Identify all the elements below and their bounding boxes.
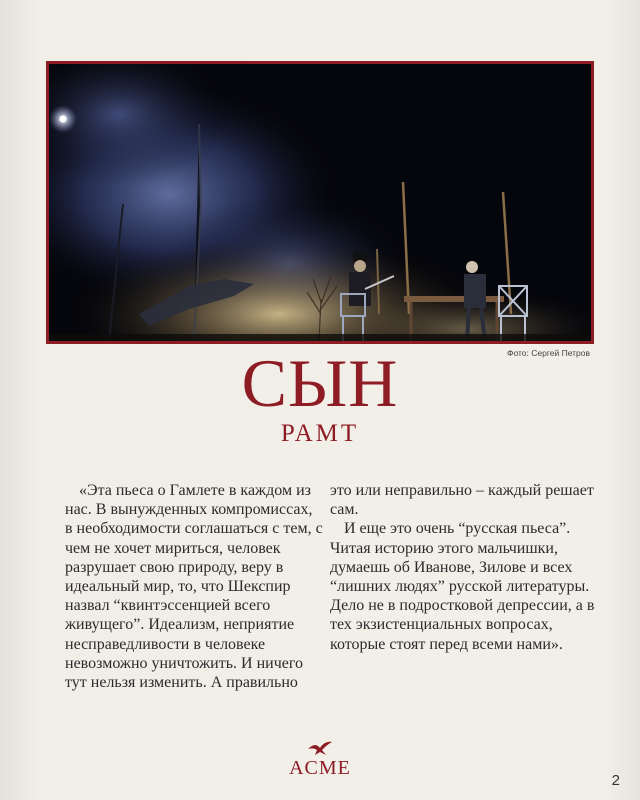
body-paragraph-continued: это или неправильно – каждый решает сам. xyxy=(330,482,594,519)
body-paragraph: «Эта пьеса о Гамлете в каждом из нас. В вынужденных компромиссах, в необходимости соглашаться с тем, с чем не хочет мириться, человек разрушает свою природу, веру в идеальный мир, то, что Шекспир назвал “квинтэссенцией всего живущего”. Идеализм, неприятие несправедливости в человеке невозможно уничтожить. И ничего тут нельзя изменить. А правильно xyxy=(65,482,323,692)
page-subtitle: РАМТ xyxy=(280,420,360,447)
body-column-right xyxy=(330,481,605,654)
logo-text: ACME xyxy=(289,757,351,779)
stage-scene-illustration xyxy=(49,64,591,341)
page-number: 2 xyxy=(611,772,620,789)
swallow-bird-icon xyxy=(307,740,333,756)
body-column-left xyxy=(65,481,323,692)
page-title: СЫН xyxy=(241,345,399,421)
photo-credit: Фото: Сергей Петров xyxy=(506,348,590,358)
body-paragraph: И еще это очень “русская пьеса”. Читая историю этого мальчишки, думаешь об Иванове, Зилове и всех “лишних людях” русской литературы. Дело не в подростковой депрессии, а в тех экзистенциальных вопросах, которые стоят перед всеми нами». xyxy=(330,520,595,653)
stage-photo xyxy=(46,61,594,344)
publisher-logo xyxy=(282,740,358,779)
